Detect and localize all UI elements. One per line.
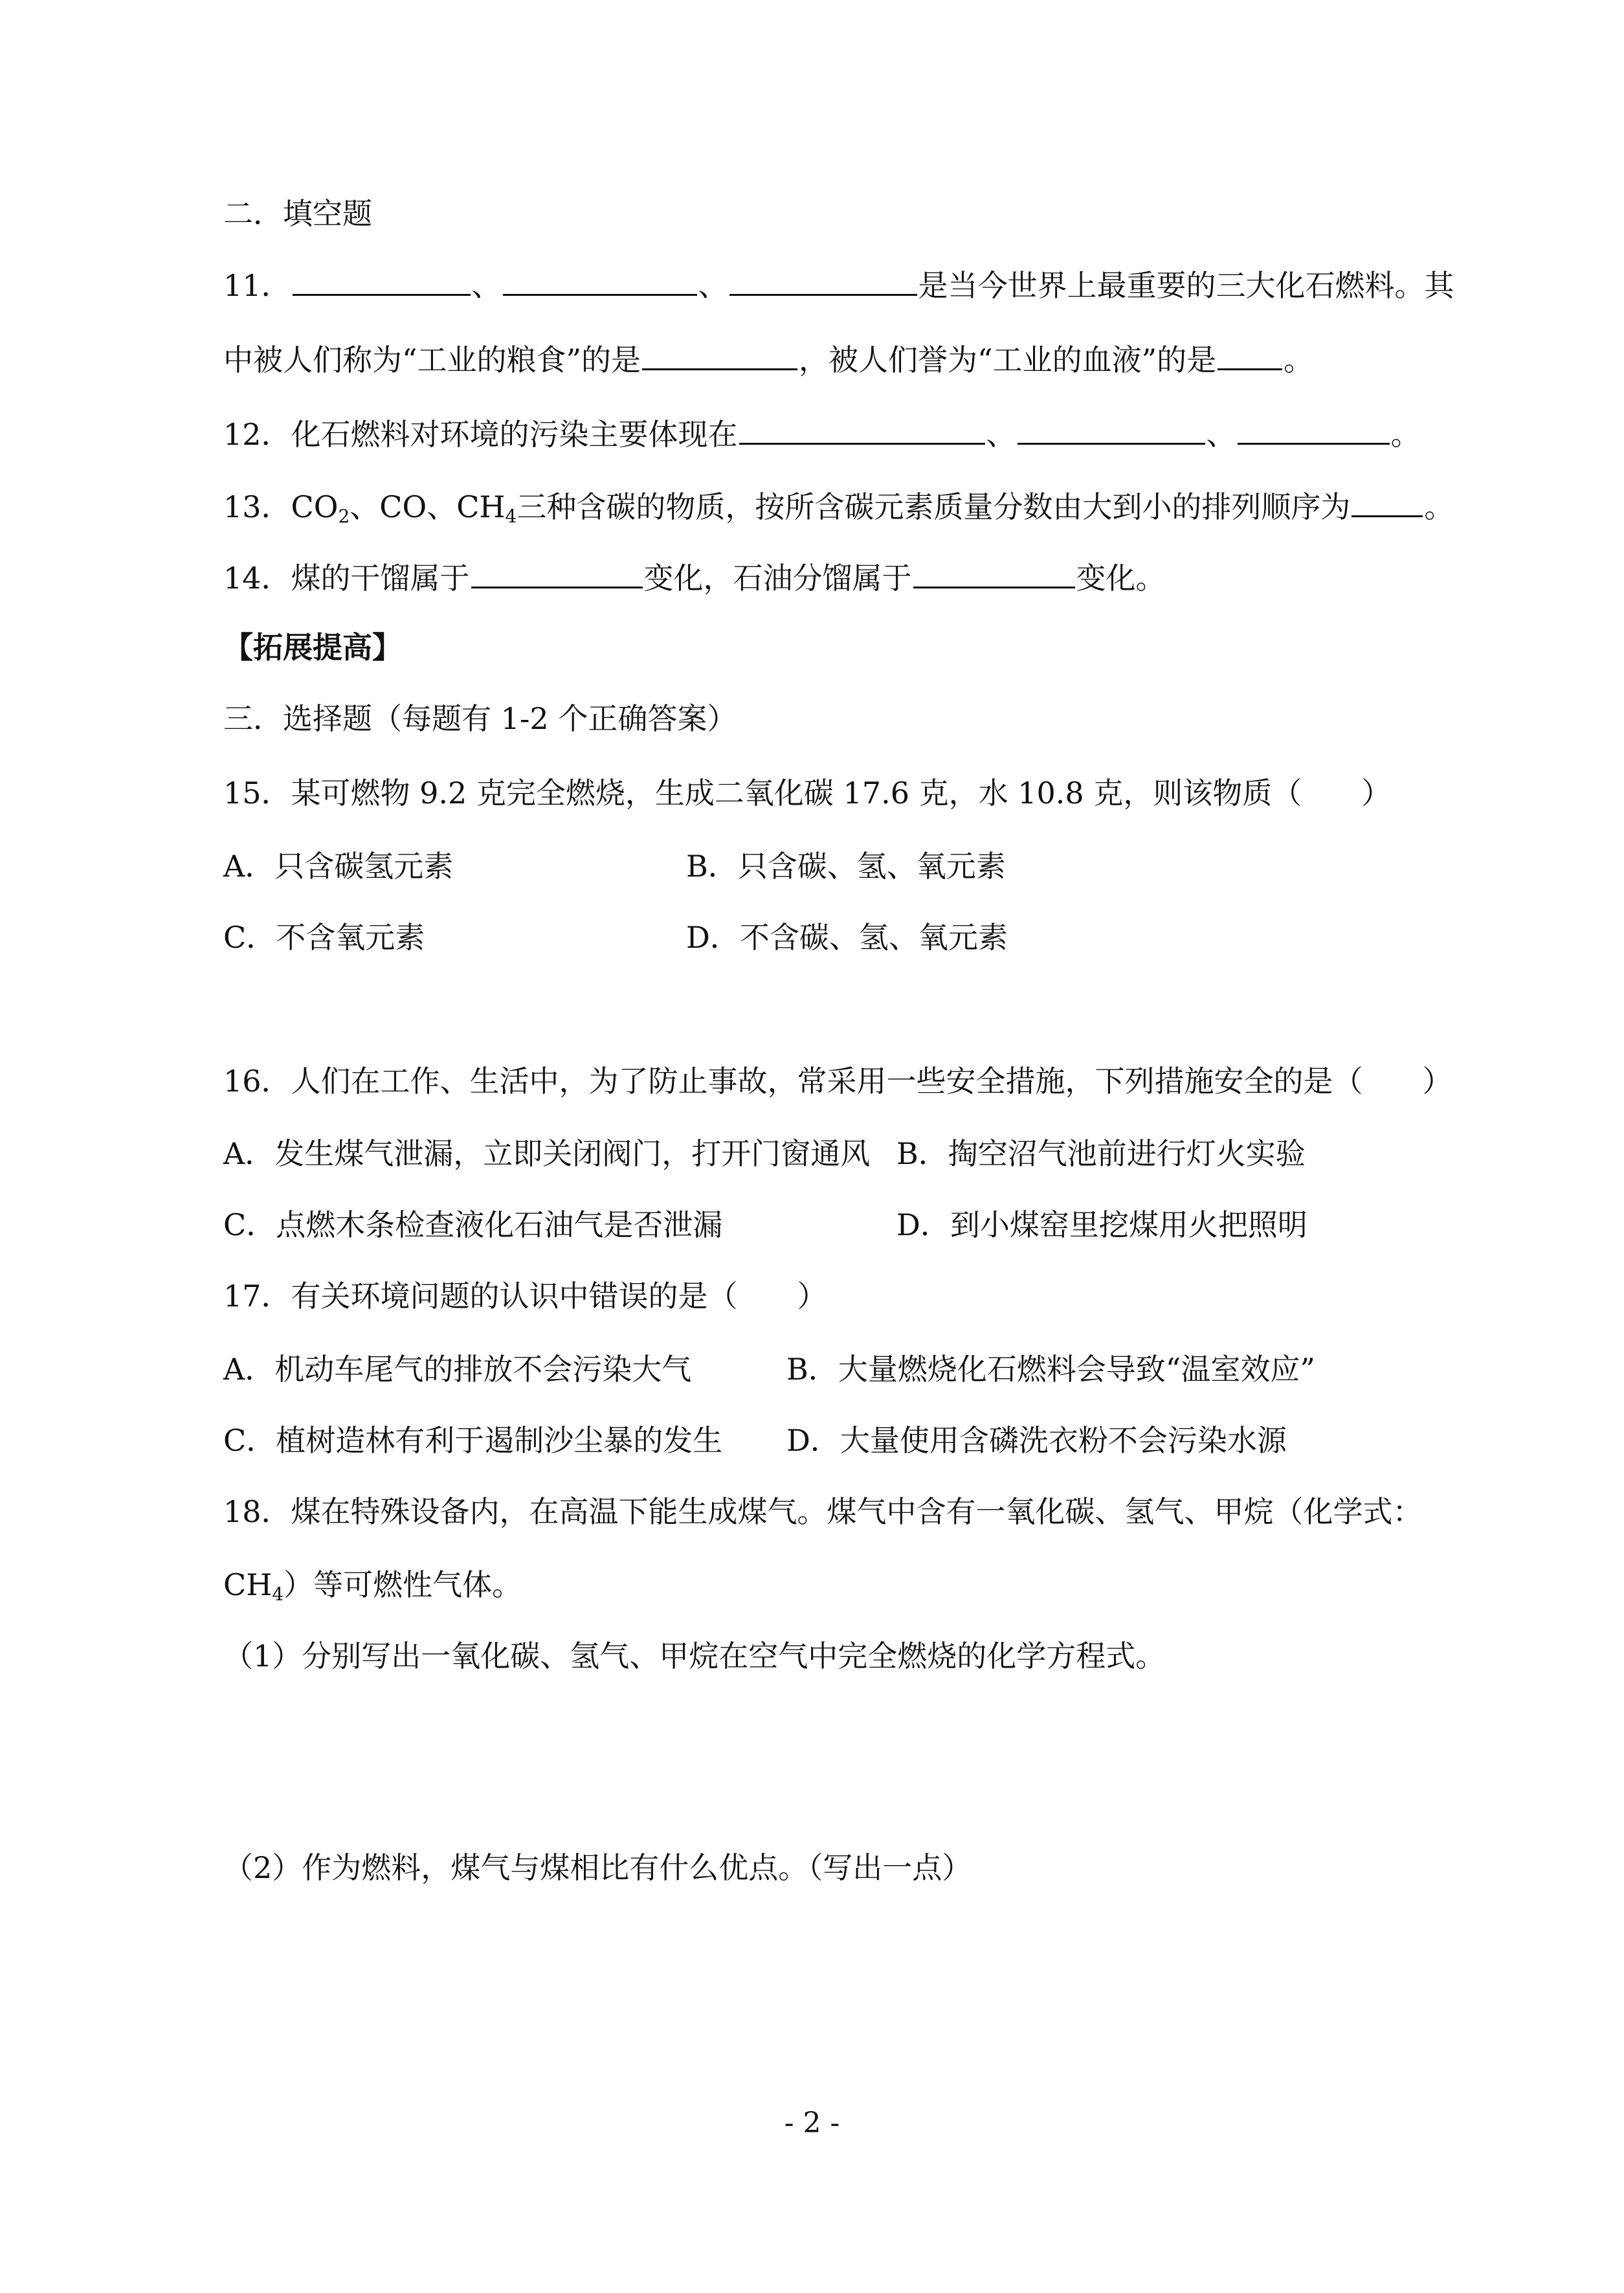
question-16-option-c[interactable]: C．点燃木条检查液化石油气是否泄漏	[223, 1207, 723, 1242]
section-heading-multiple-choice: 三．选择题（每题有 1-2 个正确答案）	[223, 701, 737, 736]
question-13-formula: 、CO、CH	[350, 489, 506, 524]
question-17-option-a[interactable]: A．机动车尾气的排放不会污染大气	[223, 1352, 692, 1387]
section-heading-fill-blank: 二．填空题	[223, 196, 372, 231]
question-18-part-1: （1）分别写出一氧化碳、氢气、甲烷在空气中完全燃烧的化学方程式。	[223, 1639, 1166, 1673]
answer-blank[interactable]	[293, 265, 471, 296]
question-13-end: 。	[1424, 489, 1454, 524]
answer-blank[interactable]	[729, 265, 917, 296]
answer-blank[interactable]	[739, 414, 985, 445]
question-18-part-2: （2）作为燃料，煤气与煤相比有什么优点。（写出一点）	[223, 1850, 972, 1885]
question-16-stem: 16．人们在工作、生活中，为了防止事故，常采用一些安全措施，下列措施安全的是（ ）	[223, 1064, 1452, 1099]
question-15-stem: 15．某可燃物 9.2 克完全燃烧，生成二氧化碳 17.6 克，水 10.8 克，则该物质（ ）	[223, 776, 1392, 811]
question-14-text: 14．煤的干馏属于	[223, 561, 470, 596]
answer-blank[interactable]	[1018, 414, 1205, 445]
question-11-text: 是当今世界上最重要的三大化石燃料。其	[918, 268, 1454, 303]
question-13-formula: 13．CO	[223, 489, 339, 524]
question-18-text: ）等可燃性气体。	[284, 1567, 522, 1602]
separator: 、	[698, 268, 728, 303]
question-17-option-d[interactable]: D．大量使用含磷洗衣粉不会污染水源	[786, 1423, 1287, 1458]
question-12-text: 12．化石燃料对环境的污染主要体现在	[223, 417, 738, 452]
subscript: 2	[338, 506, 350, 527]
answer-blank[interactable]	[503, 265, 697, 296]
answer-blank[interactable]	[913, 558, 1075, 588]
question-13-text: 三种含碳的物质，按所含碳元素质量分数由大到小的排列顺序为	[517, 489, 1351, 524]
subscript: 4	[505, 506, 517, 527]
question-17-stem: 17．有关环境问题的认识中错误的是（ ）	[223, 1279, 827, 1314]
question-15-option-a[interactable]: A．只含碳氢元素	[223, 849, 454, 884]
question-11-line-1	[223, 265, 1454, 305]
question-11-line-2	[223, 340, 1313, 379]
question-14-text: 变化。	[1076, 561, 1166, 596]
answer-blank[interactable]	[1238, 414, 1390, 445]
question-18-line-1: 18．煤在特殊设备内，在高温下能生成煤气。煤气中含有一氧化碳、氢气、甲烷（化学式：	[223, 1494, 1423, 1529]
question-15-option-d[interactable]: D．不含碳、氢、氧元素	[686, 920, 1008, 955]
question-16-option-d[interactable]: D．到小煤窑里挖煤用火把照明	[896, 1207, 1307, 1242]
question-11-text: ，被人们誉为“工业的血液”的是	[799, 342, 1217, 377]
answer-blank[interactable]	[1218, 340, 1282, 370]
question-12	[223, 414, 1421, 454]
question-11-text: 中被人们称为“工业的粮食”的是	[223, 342, 641, 377]
separator: 、	[1206, 417, 1236, 452]
answer-blank[interactable]	[1351, 487, 1423, 517]
page-number: - 2 -	[784, 2107, 840, 2140]
question-13	[223, 487, 1454, 536]
answer-blank[interactable]	[642, 340, 797, 370]
subscript: 4	[272, 1583, 284, 1605]
answer-blank[interactable]	[471, 558, 643, 588]
question-11-text: 。	[1284, 342, 1314, 377]
question-17-option-b[interactable]: B．大量燃烧化石燃料会导致“温室效应”	[786, 1352, 1315, 1387]
question-16-option-b[interactable]: B．掏空沼气池前进行灯火实验	[896, 1136, 1306, 1171]
separator: 、	[986, 417, 1016, 452]
question-12-end: 。	[1390, 417, 1421, 452]
question-15-option-b[interactable]: B．只含碳、氢、氧元素	[686, 849, 1006, 884]
question-14-text: 变化，石油分馏属于	[643, 561, 912, 596]
separator: 、	[471, 268, 502, 303]
question-16-option-a[interactable]: A．发生煤气泄漏，立即关闭阀门，打开门窗通风	[223, 1136, 871, 1171]
question-14	[223, 558, 1166, 598]
question-17-option-c[interactable]: C．植树造林有利于遏制沙尘暴的发生	[223, 1423, 723, 1458]
extension-heading: 【拓展提高】	[223, 630, 402, 665]
question-11-number: 11．	[223, 268, 291, 303]
question-18-formula: CH	[223, 1567, 273, 1602]
question-15-option-c[interactable]: C．不含氧元素	[223, 920, 425, 955]
question-18-line-2	[223, 1565, 522, 1614]
